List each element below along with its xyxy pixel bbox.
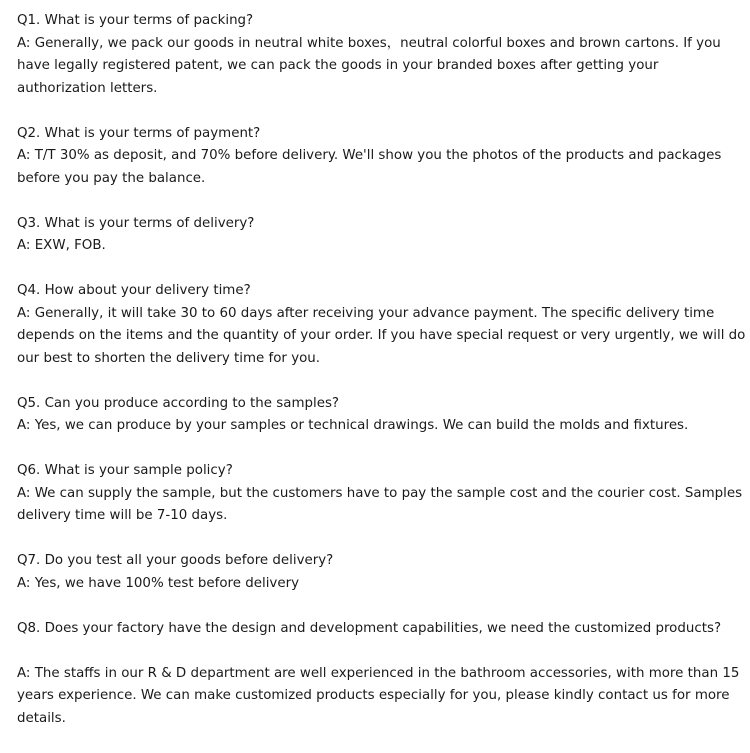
faq-question: Q7. Do you test all your goods before delivery?	[17, 553, 334, 568]
faq-question: Q4. How about your delivery time?	[17, 283, 251, 298]
faq-item-q4	[17, 280, 749, 370]
faq-answer: A: Generally, it will take 30 to 60 days after receiving your advance payment. The specific delivery time depends on the items and the quantity of your order. If you have special request or very urgently, we will do our best to shorten the delivery time for you.	[17, 305, 746, 366]
faq-item-q6	[17, 460, 749, 528]
faq-answer: A: Yes, we can produce by your samples or technical drawings. We can build the molds and fixtures.	[17, 418, 689, 433]
faq-item-q8	[17, 618, 749, 731]
faq-answer: A: The staffs in our R & D department are well experienced in the bathroom accessories, with more than 15 years experience. We can make customized products especially for you, please kindly contact us for more details.	[17, 665, 740, 726]
faq-answer: A: Generally, we pack our goods in neutral white boxes，neutral colorful boxes and brown cartons. If you have legally registered patent, we can pack the goods in your branded boxes after getting your authorization letters.	[17, 35, 721, 96]
faq-list	[17, 10, 749, 753]
faq-answer: A: T/T 30% as deposit, and 70% before delivery. We'll show you the photos of the products and packages before you pay the balance.	[17, 148, 722, 186]
faq-question: Q5. Can you produce according to the samples?	[17, 395, 340, 411]
faq-question: Q1. What is your terms of packing?	[17, 13, 254, 28]
faq-item-q2	[17, 123, 749, 191]
faq-item-q7	[17, 550, 749, 595]
faq-answer: A: EXW, FOB.	[17, 238, 106, 253]
spacer	[17, 640, 749, 663]
faq-question: Q8. Does your factory have the design and development capabilities, we need the customized products?	[17, 620, 722, 636]
faq-question: Q2. What is your terms of payment?	[17, 125, 261, 141]
faq-answer: A: We can supply the sample, but the customers have to pay the sample cost and the courier cost. Samples delivery time will be 7-10 days.	[17, 485, 743, 523]
faq-question: Q3. What is your terms of delivery?	[17, 215, 255, 231]
faq-item-q5	[17, 393, 749, 438]
faq-answer: A: Yes, we have 100% test before delivery	[17, 575, 300, 591]
faq-item-q3	[17, 213, 749, 258]
faq-question: Q6. What is your sample policy?	[17, 463, 233, 478]
faq-item-q1	[17, 10, 749, 100]
